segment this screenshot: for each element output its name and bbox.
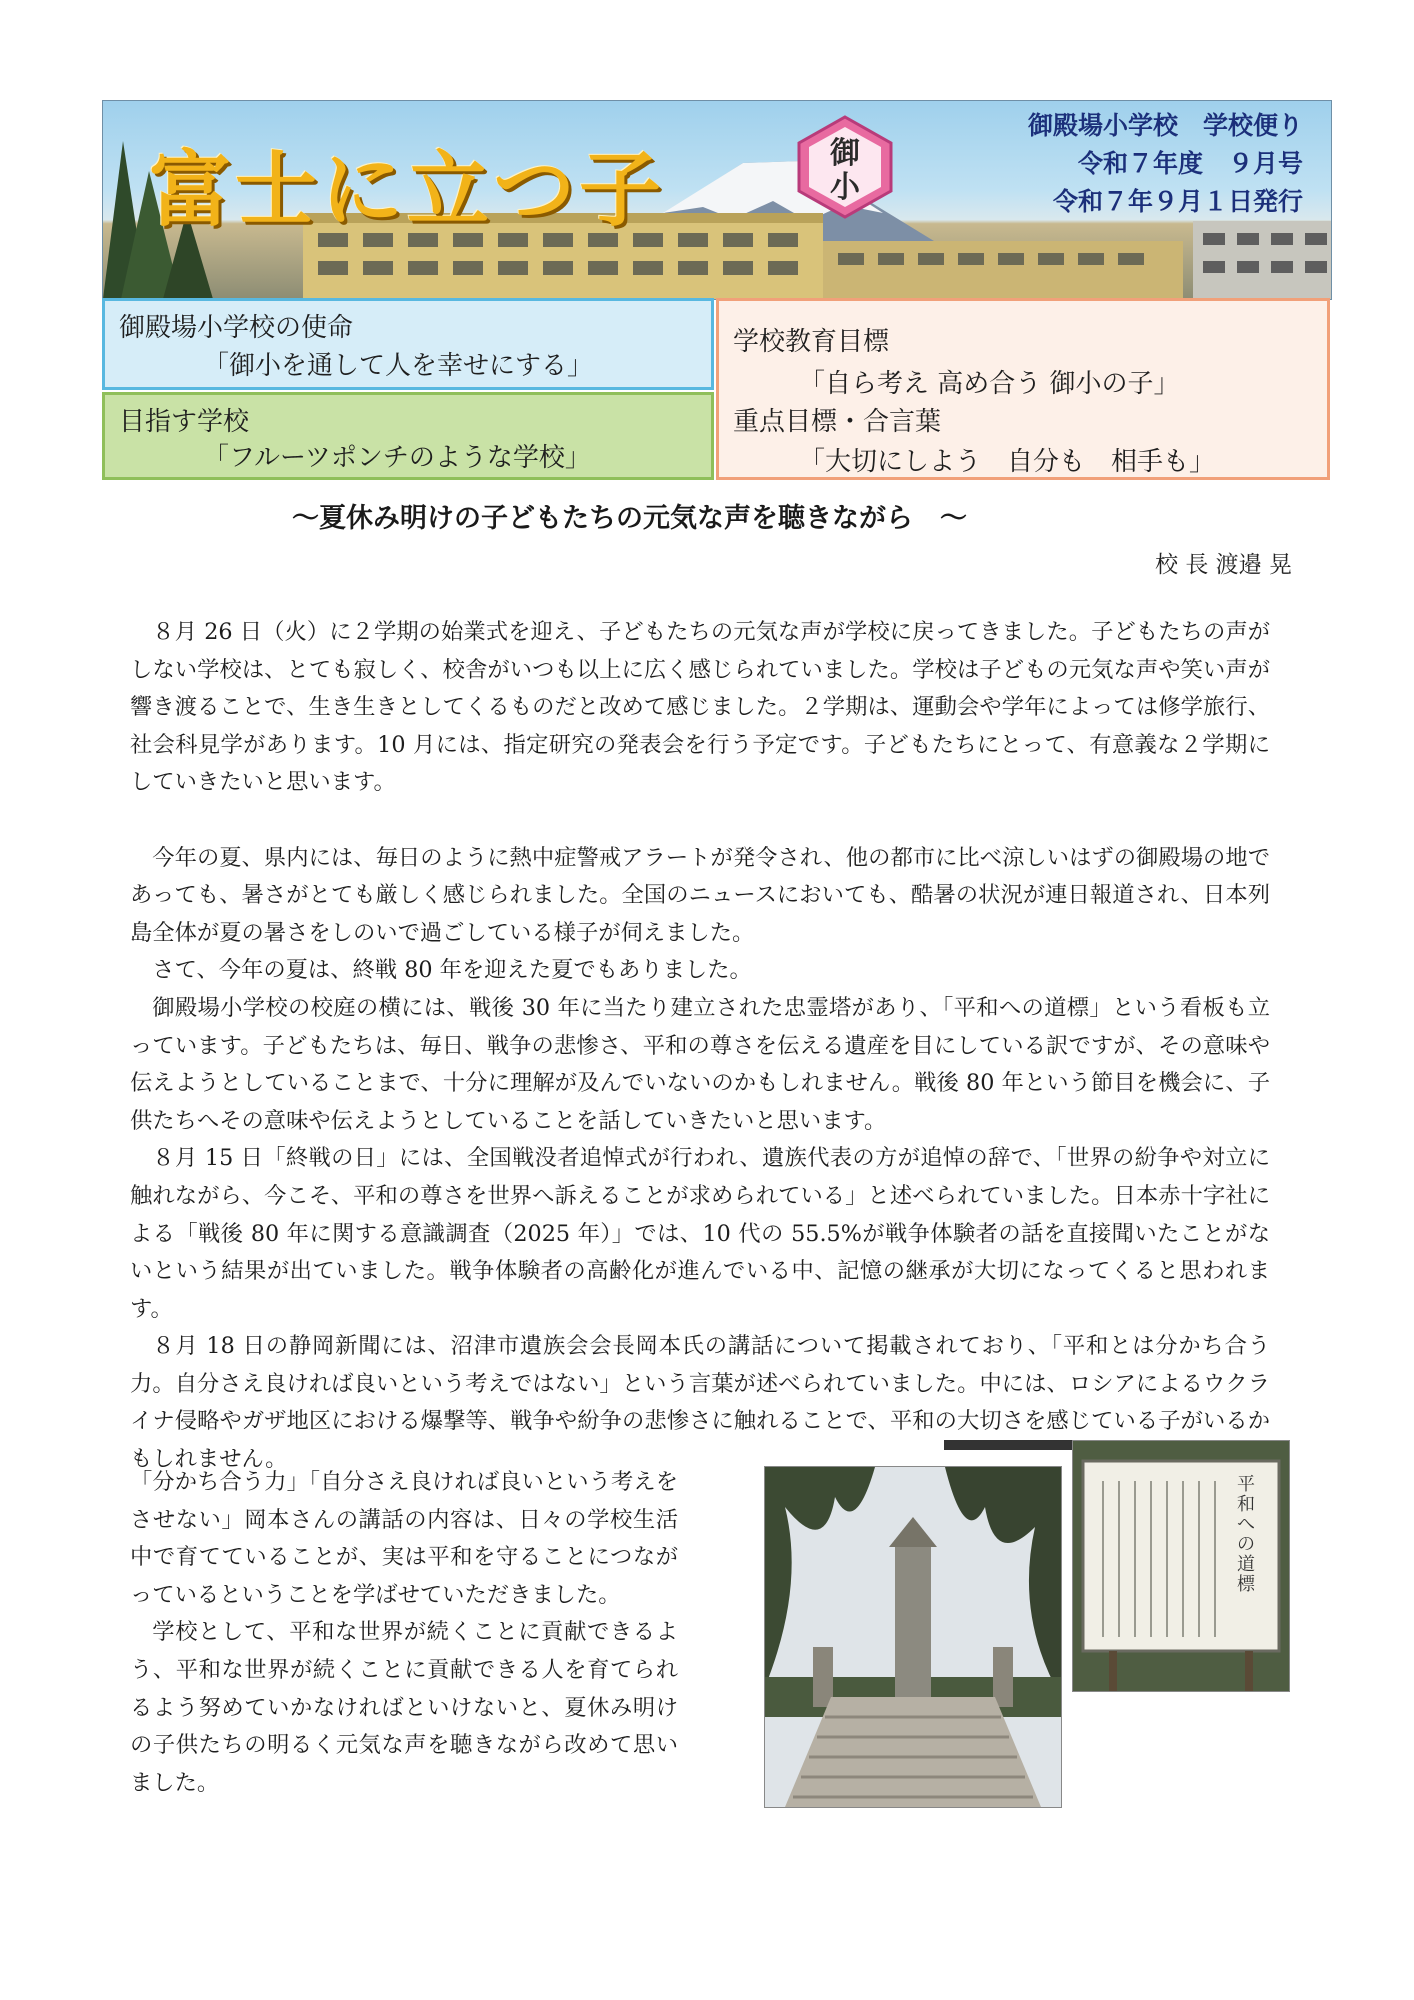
- school-emblem: [793, 115, 897, 219]
- paragraph: ８月 26 日（火）に２学期の始業式を迎え、子どもたちの元気な声が学校に戻ってきました。子どもたちの声がしない学校は、とても寂しく、校舎がいつも以上に広く感じられていました。学校は子どもの元気な声や笑い声が響き渡ることで、生き生きとしてくるものだと改めて感じました。２学期は、運動会や学年によっては修学旅行、社会科見学があります。10 月には、指定研究の発表会を行う予定です。子どもたちにとって、有意義な２学期にしていきたいと思います。: [130, 619, 1270, 796]
- issue-date-line: 令和７年９月１日発行: [1052, 187, 1303, 216]
- mission-value: 「御小を通して人を幸せにする」: [203, 351, 594, 381]
- paragraph: 御殿場小学校の校庭の横には、戦後 30 年に当たり建立された忠霊塔があり、「平和への道標」という看板も立っています。子どもたちは、毎日、戦争の悲惨さ、平和の尊さを伝える遺産を目にしている訳ですが、その意味や伝えようとしていることまで、十分に理解が及んでいないのかもしれません。戦後 80 年という節目を機会に、子供たちへその意味や伝えようとしていることを話していきたいと思います。: [130, 994, 1270, 1134]
- education-goals-box: [716, 298, 1330, 480]
- peace-signboard-photo: [1072, 1440, 1290, 1692]
- school-name-line: 御殿場小学校 学校便り: [1027, 111, 1303, 140]
- aim-value: 「フルーツポンチのような学校」: [203, 443, 591, 473]
- aim-label: 目指す学校: [119, 407, 250, 437]
- sign-title: 平和への道標: [1237, 1474, 1255, 1595]
- svg-text:御: 御: [830, 136, 860, 171]
- focus-value: 「大切にしよう 自分も 相手も」: [799, 447, 1216, 477]
- paragraph: ８月 15 日「終戦の日」には、全国戦没者追悼式が行われ、遺族代表の方が追悼の辞で、「世界の紛争や対立に触れながら、今こそ、平和の尊さを世界へ訴えることが求められている」と述べられていました。日本赤十字社による「戦後 80 年に関する意識調査（2025 年）」では、10 代の 55.5%が戦争体験者の話を直接聞いたことがないという結果が出ていました。戦争体験者の高齢化が進んでいる中、記憶の継承が大切になってくると思われます。: [130, 1145, 1270, 1322]
- school-aim-box: [102, 392, 714, 480]
- paragraph: ８月 18 日の静岡新聞には、沼津市遺族会会長岡本氏の講話について掲載されており、「平和とは分かち合う力。自分さえ良ければ良いという考えではない」という言葉が述べられていました。中には、ロシアによるウクライナ侵略やガザ地区における爆撃等、戦争や紛争の悲惨さに触れることで、平和の大切さを感じている子がいるかもしれません。: [130, 1333, 1270, 1473]
- issue-info: [1028, 107, 1303, 221]
- issue-number-line: 令和７年度 ９月号: [1077, 149, 1303, 178]
- paragraph: 「分かち合う力」「自分さえ良ければ良いという考えをさせない」岡本さんの講話の内容は、日々の学校生活中で育てていることが、実は平和を守ることにつながっているということを学ばせていただきました。: [130, 1469, 678, 1608]
- paragraph: 今年の夏、県内には、毎日のように熱中症警戒アラートが発令され、他の都市に比べ涼しいはずの御殿場の地であっても、暑さがとても厳しく感じられました。全国のニュースにおいても、酷暑の状況が連日報道され、日本列島全体が夏の暑さをしのいで過ごしている様子が伺えました。: [130, 844, 1270, 946]
- author-byline: 校 長 渡邉 晃: [1155, 552, 1292, 578]
- focus-label: 重点目標・合言葉: [733, 407, 942, 437]
- goals-value: 「自ら考え 高め合う 御小の子」: [799, 369, 1180, 399]
- goals-label: 学校教育目標: [733, 327, 890, 357]
- article-body: [130, 614, 1270, 1479]
- masthead-banner: [102, 100, 1332, 300]
- article-headline: ～夏休み明けの子どもたちの元気な声を聴きながら ～: [292, 503, 967, 534]
- paragraph: 学校として、平和な世界が続くことに貢献できるよう、平和な世界が続くことに貢献できる人を育てられるよう努めていかなければといけないと、夏休み明けの子供たちの明るく元気な声を聴きながら改めて思いました。: [130, 1619, 678, 1796]
- closing-text: [130, 1464, 678, 1802]
- paragraph: さて、今年の夏は、終戦 80 年を迎えた夏でもありました。: [152, 957, 752, 984]
- svg-text:小: 小: [830, 170, 860, 205]
- memorial-tower-photo: [764, 1466, 1062, 1808]
- mission-label: 御殿場小学校の使命: [119, 313, 354, 343]
- school-mission-box: [102, 298, 714, 390]
- photo-edge: [944, 1440, 1078, 1450]
- newsletter-title: 富士に立つ子: [149, 142, 666, 238]
